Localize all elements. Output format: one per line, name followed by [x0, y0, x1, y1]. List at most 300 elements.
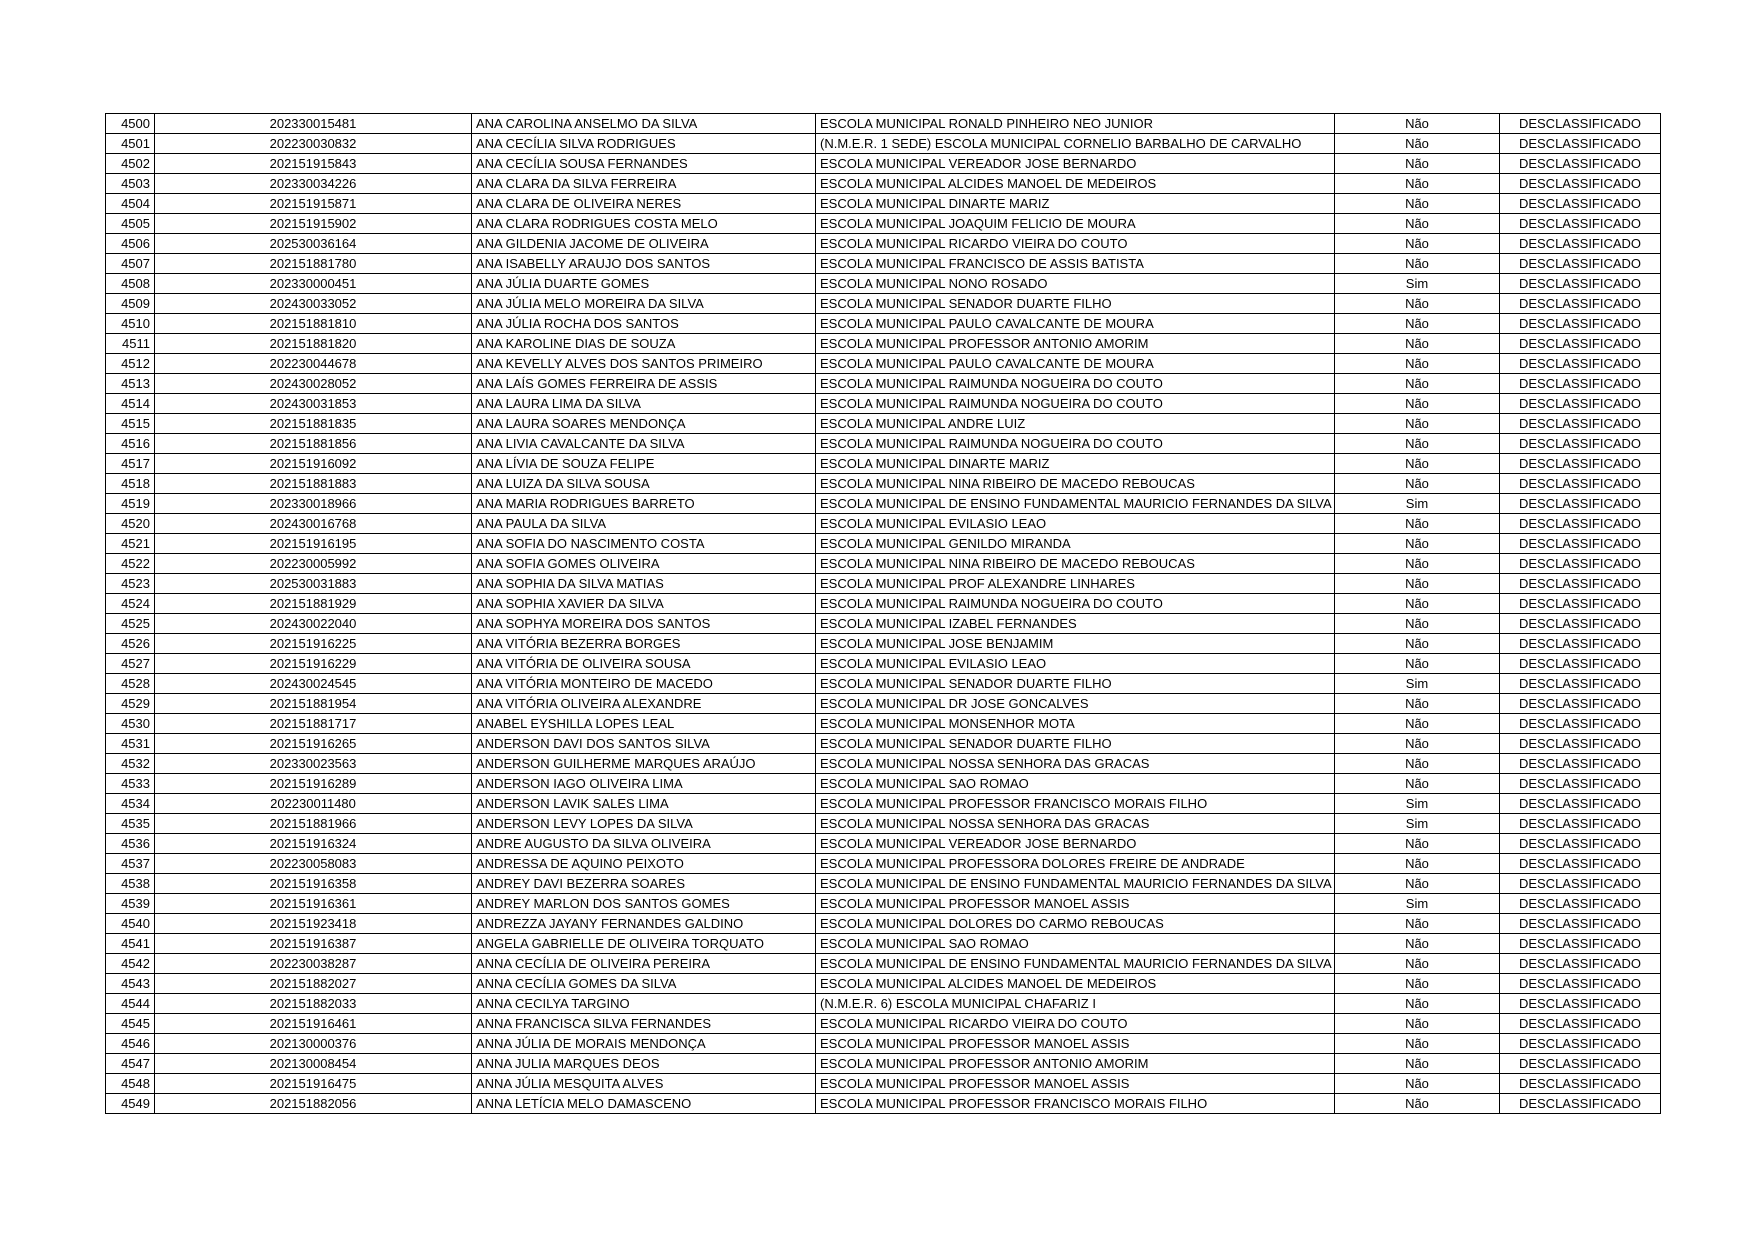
table-row: [106, 394, 1661, 414]
status-cell: DESCLASSIFICADO: [1500, 1094, 1661, 1114]
registration-code-cell: 202330015481: [155, 114, 472, 134]
table-row: [106, 814, 1661, 834]
row-number-cell: 4509: [106, 294, 155, 314]
table-row: [106, 834, 1661, 854]
student-name-cell: ANA CLARA DE OLIVEIRA NERES: [472, 194, 816, 214]
table-row: [106, 994, 1661, 1014]
row-number-cell: 4541: [106, 934, 155, 954]
row-number-cell: 4521: [106, 534, 155, 554]
school-name-cell: ESCOLA MUNICIPAL PROFESSOR ANTONIO AMORIM: [816, 1054, 1335, 1074]
status-cell: DESCLASSIFICADO: [1500, 734, 1661, 754]
registration-code-cell: 202230011480: [155, 794, 472, 814]
registration-code-cell: 202230044678: [155, 354, 472, 374]
student-name-cell: ANA VITÓRIA BEZERRA BORGES: [472, 634, 816, 654]
table-row: [106, 634, 1661, 654]
flag-cell: Não: [1335, 514, 1500, 534]
school-name-cell: ESCOLA MUNICIPAL PROFESSORA DOLORES FREIRE DE ANDRADE: [816, 854, 1335, 874]
school-name-cell: ESCOLA MUNICIPAL VEREADOR JOSE BERNARDO: [816, 154, 1335, 174]
flag-cell: Não: [1335, 414, 1500, 434]
row-number-cell: 4528: [106, 674, 155, 694]
status-cell: DESCLASSIFICADO: [1500, 694, 1661, 714]
school-name-cell: ESCOLA MUNICIPAL PAULO CAVALCANTE DE MOURA: [816, 314, 1335, 334]
registration-code-cell: 202151881820: [155, 334, 472, 354]
flag-cell: Sim: [1335, 794, 1500, 814]
table-row: [106, 734, 1661, 754]
school-name-cell: ESCOLA MUNICIPAL DE ENSINO FUNDAMENTAL MAURICIO FERNANDES DA SILVA: [816, 874, 1335, 894]
table-row: [106, 474, 1661, 494]
status-cell: DESCLASSIFICADO: [1500, 374, 1661, 394]
status-cell: DESCLASSIFICADO: [1500, 834, 1661, 854]
table-row: [106, 134, 1661, 154]
flag-cell: Não: [1335, 334, 1500, 354]
flag-cell: Não: [1335, 394, 1500, 414]
registration-code-cell: 202151915843: [155, 154, 472, 174]
school-name-cell: (N.M.E.R. 6) ESCOLA MUNICIPAL CHAFARIZ I: [816, 994, 1335, 1014]
flag-cell: Não: [1335, 1034, 1500, 1054]
flag-cell: Não: [1335, 834, 1500, 854]
school-name-cell: ESCOLA MUNICIPAL GENILDO MIRANDA: [816, 534, 1335, 554]
row-number-cell: 4548: [106, 1074, 155, 1094]
status-cell: DESCLASSIFICADO: [1500, 174, 1661, 194]
row-number-cell: 4520: [106, 514, 155, 534]
status-cell: DESCLASSIFICADO: [1500, 394, 1661, 414]
student-name-cell: ANA PAULA DA SILVA: [472, 514, 816, 534]
student-name-cell: ANA SOFIA DO NASCIMENTO COSTA: [472, 534, 816, 554]
table-row: [106, 1054, 1661, 1074]
registration-code-cell: 202330000451: [155, 274, 472, 294]
flag-cell: Não: [1335, 374, 1500, 394]
registration-code-cell: 202151916324: [155, 834, 472, 854]
status-cell: DESCLASSIFICADO: [1500, 614, 1661, 634]
student-name-cell: ANA CLARA DA SILVA FERREIRA: [472, 174, 816, 194]
student-name-cell: ANNA LETÍCIA MELO DAMASCENO: [472, 1094, 816, 1114]
row-number-cell: 4526: [106, 634, 155, 654]
flag-cell: Não: [1335, 154, 1500, 174]
student-name-cell: ANA SOFIA GOMES OLIVEIRA: [472, 554, 816, 574]
flag-cell: Não: [1335, 934, 1500, 954]
registration-code-cell: 202430031853: [155, 394, 472, 414]
school-name-cell: ESCOLA MUNICIPAL PROFESSOR MANOEL ASSIS: [816, 894, 1335, 914]
registration-code-cell: 202130000376: [155, 1034, 472, 1054]
status-cell: DESCLASSIFICADO: [1500, 134, 1661, 154]
school-name-cell: ESCOLA MUNICIPAL PROFESSOR MANOEL ASSIS: [816, 1034, 1335, 1054]
registration-code-cell: 202530036164: [155, 234, 472, 254]
flag-cell: Não: [1335, 134, 1500, 154]
table-row: [106, 694, 1661, 714]
row-number-cell: 4543: [106, 974, 155, 994]
status-cell: DESCLASSIFICADO: [1500, 774, 1661, 794]
table-row: [106, 274, 1661, 294]
row-number-cell: 4549: [106, 1094, 155, 1114]
row-number-cell: 4524: [106, 594, 155, 614]
student-name-cell: ANA JÚLIA ROCHA DOS SANTOS: [472, 314, 816, 334]
row-number-cell: 4530: [106, 714, 155, 734]
table-row: [106, 314, 1661, 334]
flag-cell: Não: [1335, 634, 1500, 654]
school-name-cell: ESCOLA MUNICIPAL EVILASIO LEAO: [816, 654, 1335, 674]
table-row: [106, 354, 1661, 374]
student-name-cell: ANNA JULIA MARQUES DEOS: [472, 1054, 816, 1074]
row-number-cell: 4540: [106, 914, 155, 934]
registration-code-cell: 202151881835: [155, 414, 472, 434]
flag-cell: Sim: [1335, 674, 1500, 694]
flag-cell: Sim: [1335, 894, 1500, 914]
school-name-cell: ESCOLA MUNICIPAL PAULO CAVALCANTE DE MOURA: [816, 354, 1335, 374]
status-cell: DESCLASSIFICADO: [1500, 434, 1661, 454]
school-name-cell: ESCOLA MUNICIPAL RICARDO VIEIRA DO COUTO: [816, 1014, 1335, 1034]
registration-code-cell: 202151881717: [155, 714, 472, 734]
row-number-cell: 4511: [106, 334, 155, 354]
flag-cell: Não: [1335, 974, 1500, 994]
status-cell: DESCLASSIFICADO: [1500, 474, 1661, 494]
student-name-cell: ANGELA GABRIELLE DE OLIVEIRA TORQUATO: [472, 934, 816, 954]
flag-cell: Não: [1335, 434, 1500, 454]
row-number-cell: 4547: [106, 1054, 155, 1074]
flag-cell: Não: [1335, 554, 1500, 574]
registration-code-cell: 202151916225: [155, 634, 472, 654]
status-cell: DESCLASSIFICADO: [1500, 934, 1661, 954]
table-row: [106, 874, 1661, 894]
status-cell: DESCLASSIFICADO: [1500, 254, 1661, 274]
flag-cell: Não: [1335, 854, 1500, 874]
student-name-cell: ANDERSON LAVIK SALES LIMA: [472, 794, 816, 814]
flag-cell: Não: [1335, 294, 1500, 314]
row-number-cell: 4513: [106, 374, 155, 394]
status-cell: DESCLASSIFICADO: [1500, 274, 1661, 294]
school-name-cell: ESCOLA MUNICIPAL DR JOSE GONCALVES: [816, 694, 1335, 714]
status-cell: DESCLASSIFICADO: [1500, 1074, 1661, 1094]
school-name-cell: ESCOLA MUNICIPAL DINARTE MARIZ: [816, 194, 1335, 214]
registration-code-cell: 202151881780: [155, 254, 472, 274]
status-cell: DESCLASSIFICADO: [1500, 754, 1661, 774]
student-name-cell: ANA MARIA RODRIGUES BARRETO: [472, 494, 816, 514]
table-row: [106, 574, 1661, 594]
registration-code-cell: 202151916361: [155, 894, 472, 914]
student-name-cell: ANA GILDENIA JACOME DE OLIVEIRA: [472, 234, 816, 254]
row-number-cell: 4527: [106, 654, 155, 674]
registration-code-cell: 202430022040: [155, 614, 472, 634]
school-name-cell: ESCOLA MUNICIPAL SAO ROMAO: [816, 774, 1335, 794]
school-name-cell: ESCOLA MUNICIPAL PROFESSOR MANOEL ASSIS: [816, 1074, 1335, 1094]
table-row: [106, 414, 1661, 434]
table-row: [106, 954, 1661, 974]
student-name-cell: ANA SOPHYA MOREIRA DOS SANTOS: [472, 614, 816, 634]
flag-cell: Não: [1335, 194, 1500, 214]
flag-cell: Não: [1335, 1074, 1500, 1094]
row-number-cell: 4538: [106, 874, 155, 894]
flag-cell: Não: [1335, 454, 1500, 474]
flag-cell: Não: [1335, 314, 1500, 334]
registration-code-cell: 202151916358: [155, 874, 472, 894]
flag-cell: Não: [1335, 734, 1500, 754]
table-row: [106, 774, 1661, 794]
school-name-cell: ESCOLA MUNICIPAL RAIMUNDA NOGUEIRA DO COUTO: [816, 374, 1335, 394]
registration-code-cell: 202151881966: [155, 814, 472, 834]
school-name-cell: ESCOLA MUNICIPAL RAIMUNDA NOGUEIRA DO COUTO: [816, 594, 1335, 614]
student-name-cell: ANA CLARA RODRIGUES COSTA MELO: [472, 214, 816, 234]
flag-cell: Não: [1335, 114, 1500, 134]
registration-code-cell: 202130008454: [155, 1054, 472, 1074]
registration-code-cell: 202151881929: [155, 594, 472, 614]
student-name-cell: ANABEL EYSHILLA LOPES LEAL: [472, 714, 816, 734]
registration-code-cell: 202151881856: [155, 434, 472, 454]
flag-cell: Não: [1335, 754, 1500, 774]
table-row: [106, 214, 1661, 234]
table-row: [106, 714, 1661, 734]
row-number-cell: 4545: [106, 1014, 155, 1034]
status-cell: DESCLASSIFICADO: [1500, 114, 1661, 134]
student-name-cell: ANA LIVIA CAVALCANTE DA SILVA: [472, 434, 816, 454]
table-row: [106, 494, 1661, 514]
school-name-cell: ESCOLA MUNICIPAL DINARTE MARIZ: [816, 454, 1335, 474]
registration-code-cell: 202151881954: [155, 694, 472, 714]
table-row: [106, 754, 1661, 774]
student-name-cell: ANA CECÍLIA SOUSA FERNANDES: [472, 154, 816, 174]
student-name-cell: ANA VITÓRIA OLIVEIRA ALEXANDRE: [472, 694, 816, 714]
school-name-cell: ESCOLA MUNICIPAL EVILASIO LEAO: [816, 514, 1335, 534]
table-row: [106, 1034, 1661, 1054]
registration-code-cell: 202530031883: [155, 574, 472, 594]
row-number-cell: 4510: [106, 314, 155, 334]
status-cell: DESCLASSIFICADO: [1500, 194, 1661, 214]
status-cell: DESCLASSIFICADO: [1500, 974, 1661, 994]
table-row: [106, 114, 1661, 134]
row-number-cell: 4502: [106, 154, 155, 174]
school-name-cell: ESCOLA MUNICIPAL NINA RIBEIRO DE MACEDO REBOUCAS: [816, 554, 1335, 574]
flag-cell: Não: [1335, 574, 1500, 594]
registration-code-cell: 202151916195: [155, 534, 472, 554]
school-name-cell: ESCOLA MUNICIPAL NINA RIBEIRO DE MACEDO REBOUCAS: [816, 474, 1335, 494]
status-cell: DESCLASSIFICADO: [1500, 494, 1661, 514]
flag-cell: Não: [1335, 534, 1500, 554]
status-cell: DESCLASSIFICADO: [1500, 354, 1661, 374]
row-number-cell: 4532: [106, 754, 155, 774]
flag-cell: Não: [1335, 654, 1500, 674]
row-number-cell: 4542: [106, 954, 155, 974]
registration-code-cell: 202430016768: [155, 514, 472, 534]
table-row: [106, 334, 1661, 354]
school-name-cell: ESCOLA MUNICIPAL SENADOR DUARTE FILHO: [816, 674, 1335, 694]
status-cell: DESCLASSIFICADO: [1500, 714, 1661, 734]
student-name-cell: ANA SOPHIA XAVIER DA SILVA: [472, 594, 816, 614]
school-name-cell: ESCOLA MUNICIPAL DE ENSINO FUNDAMENTAL MAURICIO FERNANDES DA SILVA: [816, 494, 1335, 514]
school-name-cell: ESCOLA MUNICIPAL NOSSA SENHORA DAS GRACAS: [816, 814, 1335, 834]
school-name-cell: ESCOLA MUNICIPAL RICARDO VIEIRA DO COUTO: [816, 234, 1335, 254]
status-cell: DESCLASSIFICADO: [1500, 514, 1661, 534]
student-name-cell: ANNA JÚLIA DE MORAIS MENDONÇA: [472, 1034, 816, 1054]
table-row: [106, 934, 1661, 954]
student-name-cell: ANDREY DAVI BEZERRA SOARES: [472, 874, 816, 894]
row-number-cell: 4536: [106, 834, 155, 854]
student-name-cell: ANA LAÍS GOMES FERREIRA DE ASSIS: [472, 374, 816, 394]
school-name-cell: ESCOLA MUNICIPAL ANDRE LUIZ: [816, 414, 1335, 434]
registration-code-cell: 202230058083: [155, 854, 472, 874]
registration-code-cell: 202151916092: [155, 454, 472, 474]
school-name-cell: ESCOLA MUNICIPAL SENADOR DUARTE FILHO: [816, 294, 1335, 314]
row-number-cell: 4518: [106, 474, 155, 494]
table-row: [106, 234, 1661, 254]
table-row: [106, 794, 1661, 814]
status-cell: DESCLASSIFICADO: [1500, 234, 1661, 254]
student-name-cell: ANA LAURA SOARES MENDONÇA: [472, 414, 816, 434]
registration-code-cell: 202151882056: [155, 1094, 472, 1114]
flag-cell: Não: [1335, 1054, 1500, 1074]
row-number-cell: 4508: [106, 274, 155, 294]
registration-code-cell: 202151915871: [155, 194, 472, 214]
school-name-cell: ESCOLA MUNICIPAL SAO ROMAO: [816, 934, 1335, 954]
school-name-cell: ESCOLA MUNICIPAL IZABEL FERNANDES: [816, 614, 1335, 634]
flag-cell: Não: [1335, 214, 1500, 234]
registration-code-cell: 202230038287: [155, 954, 472, 974]
table-row: [106, 674, 1661, 694]
registration-code-cell: 202430028052: [155, 374, 472, 394]
row-number-cell: 4539: [106, 894, 155, 914]
table-row: [106, 294, 1661, 314]
row-number-cell: 4505: [106, 214, 155, 234]
registration-code-cell: 202151916289: [155, 774, 472, 794]
registration-code-cell: 202430024545: [155, 674, 472, 694]
status-cell: DESCLASSIFICADO: [1500, 914, 1661, 934]
table-row: [106, 194, 1661, 214]
student-name-cell: ANDREY MARLON DOS SANTOS GOMES: [472, 894, 816, 914]
student-name-cell: ANA KAROLINE DIAS DE SOUZA: [472, 334, 816, 354]
school-name-cell: (N.M.E.R. 1 SEDE) ESCOLA MUNICIPAL CORNELIO BARBALHO DE CARVALHO: [816, 134, 1335, 154]
student-name-cell: ANA LÍVIA DE SOUZA FELIPE: [472, 454, 816, 474]
school-name-cell: ESCOLA MUNICIPAL DE ENSINO FUNDAMENTAL MAURICIO FERNANDES DA SILVA: [816, 954, 1335, 974]
table-row: [106, 554, 1661, 574]
row-number-cell: 4515: [106, 414, 155, 434]
status-cell: DESCLASSIFICADO: [1500, 994, 1661, 1014]
school-name-cell: ESCOLA MUNICIPAL PROF ALEXANDRE LINHARES: [816, 574, 1335, 594]
flag-cell: Sim: [1335, 494, 1500, 514]
registration-code-cell: 202151881810: [155, 314, 472, 334]
student-name-cell: ANA CAROLINA ANSELMO DA SILVA: [472, 114, 816, 134]
row-number-cell: 4525: [106, 614, 155, 634]
school-name-cell: ESCOLA MUNICIPAL NONO ROSADO: [816, 274, 1335, 294]
school-name-cell: ESCOLA MUNICIPAL JOAQUIM FELICIO DE MOURA: [816, 214, 1335, 234]
status-cell: DESCLASSIFICADO: [1500, 594, 1661, 614]
school-name-cell: ESCOLA MUNICIPAL RAIMUNDA NOGUEIRA DO COUTO: [816, 434, 1335, 454]
school-name-cell: ESCOLA MUNICIPAL FRANCISCO DE ASSIS BATISTA: [816, 254, 1335, 274]
school-name-cell: ESCOLA MUNICIPAL PROFESSOR FRANCISCO MORAIS FILHO: [816, 1094, 1335, 1114]
status-cell: DESCLASSIFICADO: [1500, 874, 1661, 894]
school-name-cell: ESCOLA MUNICIPAL NOSSA SENHORA DAS GRACAS: [816, 754, 1335, 774]
row-number-cell: 4533: [106, 774, 155, 794]
student-name-cell: ANDERSON IAGO OLIVEIRA LIMA: [472, 774, 816, 794]
student-name-cell: ANA LAURA LIMA DA SILVA: [472, 394, 816, 414]
school-name-cell: ESCOLA MUNICIPAL PROFESSOR FRANCISCO MORAIS FILHO: [816, 794, 1335, 814]
table-row: [106, 974, 1661, 994]
student-name-cell: ANA JÚLIA DUARTE GOMES: [472, 274, 816, 294]
flag-cell: Não: [1335, 1014, 1500, 1034]
flag-cell: Não: [1335, 614, 1500, 634]
table-row: [106, 1094, 1661, 1114]
row-number-cell: 4517: [106, 454, 155, 474]
student-name-cell: ANNA JÚLIA MESQUITA ALVES: [472, 1074, 816, 1094]
row-number-cell: 4500: [106, 114, 155, 134]
table-row: [106, 1074, 1661, 1094]
table-row: [106, 854, 1661, 874]
table-row: [106, 654, 1661, 674]
status-cell: DESCLASSIFICADO: [1500, 654, 1661, 674]
school-name-cell: ESCOLA MUNICIPAL SENADOR DUARTE FILHO: [816, 734, 1335, 754]
student-name-cell: ANDERSON GUILHERME MARQUES ARAÚJO: [472, 754, 816, 774]
table-row: [106, 514, 1661, 534]
table-row: [106, 534, 1661, 554]
student-name-cell: ANNA CECÍLIA DE OLIVEIRA PEREIRA: [472, 954, 816, 974]
table-row: [106, 254, 1661, 274]
table-row: [106, 594, 1661, 614]
registration-code-cell: 202230005992: [155, 554, 472, 574]
registration-code-cell: 202151916265: [155, 734, 472, 754]
registration-code-cell: 202151916461: [155, 1014, 472, 1034]
school-name-cell: ESCOLA MUNICIPAL RONALD PINHEIRO NEO JUNIOR: [816, 114, 1335, 134]
status-cell: DESCLASSIFICADO: [1500, 554, 1661, 574]
status-cell: DESCLASSIFICADO: [1500, 954, 1661, 974]
registration-code-cell: 202151915902: [155, 214, 472, 234]
table-row: [106, 434, 1661, 454]
status-cell: DESCLASSIFICADO: [1500, 794, 1661, 814]
student-name-cell: ANNA FRANCISCA SILVA FERNANDES: [472, 1014, 816, 1034]
row-number-cell: 4501: [106, 134, 155, 154]
flag-cell: Não: [1335, 174, 1500, 194]
table-row: [106, 1014, 1661, 1034]
status-cell: DESCLASSIFICADO: [1500, 894, 1661, 914]
status-cell: DESCLASSIFICADO: [1500, 454, 1661, 474]
student-name-cell: ANNA CECILYA TARGINO: [472, 994, 816, 1014]
registration-code-cell: 202330034226: [155, 174, 472, 194]
registration-code-cell: 202151923418: [155, 914, 472, 934]
table-row: [106, 154, 1661, 174]
row-number-cell: 4546: [106, 1034, 155, 1054]
results-table: [105, 113, 1661, 1114]
school-name-cell: ESCOLA MUNICIPAL RAIMUNDA NOGUEIRA DO COUTO: [816, 394, 1335, 414]
school-name-cell: ESCOLA MUNICIPAL VEREADOR JOSE BERNARDO: [816, 834, 1335, 854]
flag-cell: Não: [1335, 874, 1500, 894]
flag-cell: Não: [1335, 474, 1500, 494]
status-cell: DESCLASSIFICADO: [1500, 334, 1661, 354]
student-name-cell: ANA ISABELLY ARAUJO DOS SANTOS: [472, 254, 816, 274]
status-cell: DESCLASSIFICADO: [1500, 854, 1661, 874]
registration-code-cell: 202151881883: [155, 474, 472, 494]
row-number-cell: 4507: [106, 254, 155, 274]
row-number-cell: 4535: [106, 814, 155, 834]
student-name-cell: ANDERSON DAVI DOS SANTOS SILVA: [472, 734, 816, 754]
row-number-cell: 4523: [106, 574, 155, 594]
student-name-cell: ANA JÚLIA MELO MOREIRA DA SILVA: [472, 294, 816, 314]
student-name-cell: ANDRESSA DE AQUINO PEIXOTO: [472, 854, 816, 874]
table-row: [106, 374, 1661, 394]
row-number-cell: 4516: [106, 434, 155, 454]
status-cell: DESCLASSIFICADO: [1500, 814, 1661, 834]
flag-cell: Sim: [1335, 814, 1500, 834]
student-name-cell: ANA CECÍLIA SILVA RODRIGUES: [472, 134, 816, 154]
status-cell: DESCLASSIFICADO: [1500, 214, 1661, 234]
school-name-cell: ESCOLA MUNICIPAL JOSE BENJAMIM: [816, 634, 1335, 654]
registration-code-cell: 202151882033: [155, 994, 472, 1014]
row-number-cell: 4534: [106, 794, 155, 814]
school-name-cell: ESCOLA MUNICIPAL DOLORES DO CARMO REBOUCAS: [816, 914, 1335, 934]
status-cell: DESCLASSIFICADO: [1500, 414, 1661, 434]
registration-code-cell: 202151916387: [155, 934, 472, 954]
flag-cell: Não: [1335, 694, 1500, 714]
row-number-cell: 4504: [106, 194, 155, 214]
school-name-cell: ESCOLA MUNICIPAL ALCIDES MANOEL DE MEDEIROS: [816, 174, 1335, 194]
student-name-cell: ANDREZZA JAYANY FERNANDES GALDINO: [472, 914, 816, 934]
registration-code-cell: 202330018966: [155, 494, 472, 514]
status-cell: DESCLASSIFICADO: [1500, 294, 1661, 314]
row-number-cell: 4519: [106, 494, 155, 514]
